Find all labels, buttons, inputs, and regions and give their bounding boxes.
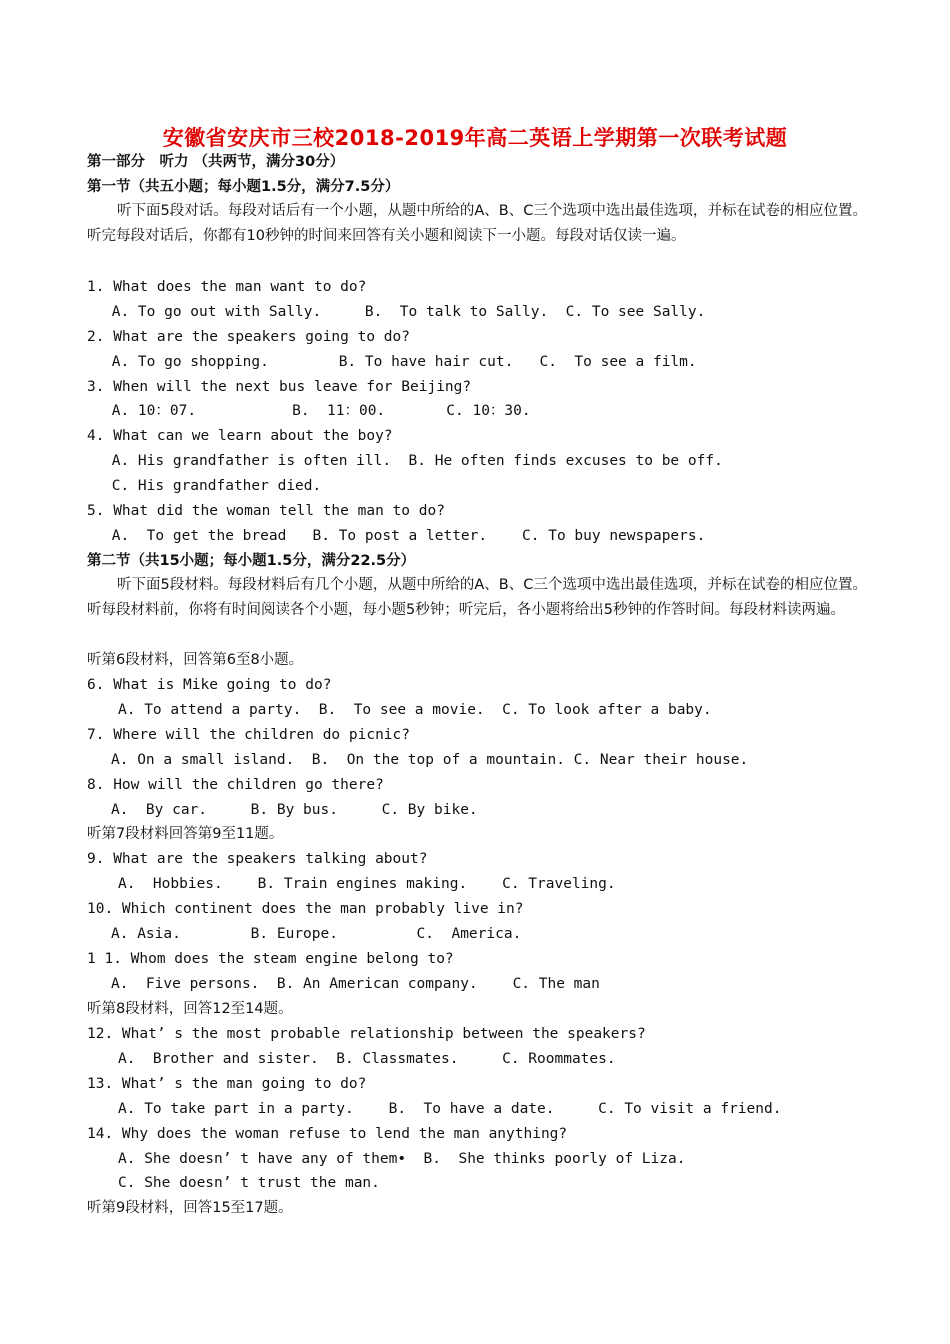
question-6-options: A. To attend a party. B. To see a movie. C. To look after a baby.	[118, 702, 712, 718]
question-2-options: A. To go shopping. B. To have hair cut. C. To see a film.	[103, 354, 697, 370]
question-14-options-ab: A. She doesn’ t have any of them• B. She thinks poorly of Liza.	[118, 1151, 686, 1167]
question-11-options: A. Five persons. B. An American company. C. The man	[111, 976, 600, 992]
question-7-options: A. On a small island. B. On the top of a mountain. C. Near their house.	[111, 752, 749, 768]
question-3-options: A. 10：07. B. 11：00. C. 10：30.	[103, 403, 531, 419]
question-4-options-ab: A. His grandfather is often ill. B. He often finds excuses to be off.	[103, 453, 723, 469]
question-10-options: A. Asia. B. Europe. C. America.	[111, 926, 522, 942]
material-9-instruction: 听第9段材料，回答15至17题。	[87, 1200, 293, 1216]
section1-heading: 第一节（共五小题；每小题1.5分，满分7.5分）	[87, 179, 400, 195]
question-2: 2. What are the speakers going to do?	[87, 329, 411, 345]
question-6: 6. What is Mike going to do?	[87, 677, 332, 693]
question-1: 1. What does the man want to do?	[87, 279, 367, 295]
section2-instructions: 听下面5段材料。每段材料后有几个小题，从题中所给的A、B、C三个选项中选出最佳选项，并标在试卷的相应位置。听每段材料前，你将有时间阅读各个小题，每小题5秒钟；听完后，各小题将给出5秒钟的作答时间。每段材料读两遍。	[87, 577, 867, 618]
question-12: 12. What’ s the most probable relationship between the speakers?	[87, 1026, 646, 1042]
question-4-option-c: C. His grandfather died.	[103, 478, 322, 494]
material-8-instruction: 听第8段材料，回答12至14题。	[87, 1001, 293, 1017]
page-title: 安徽省安庆市三校2018-2019年高二英语上学期第一次联考试题	[162, 126, 788, 150]
question-11: 1 1. Whom does the steam engine belong to?	[87, 951, 454, 967]
question-4: 4. What can we learn about the boy?	[87, 428, 393, 444]
question-5: 5. What did the woman tell the man to do?	[87, 503, 445, 519]
question-7: 7. Where will the children do picnic?	[87, 727, 411, 743]
question-8-options: A. By car. B. By bus. C. By bike.	[111, 802, 478, 818]
section2-heading: 第二节（共15小题；每小题1.5分，满分22.5分）	[87, 553, 416, 569]
question-14-option-c: C. She doesn’ t trust the man.	[118, 1175, 380, 1191]
question-9: 9. What are the speakers talking about?	[87, 851, 428, 867]
question-3: 3. When will the next bus leave for Beijing?	[87, 379, 472, 395]
question-5-options: A. To get the bread B. To post a letter. C. To buy newspapers.	[103, 528, 706, 544]
question-1-options: A. To go out with Sally. B. To talk to Sally. C. To see Sally.	[103, 304, 706, 320]
question-12-options: A. Brother and sister. B. Classmates. C. Roommates.	[118, 1051, 616, 1067]
part1-heading: 第一部分 听力 （共两节，满分30分）	[87, 154, 345, 170]
material-7-instruction: 听第7段材料回答第9至11题。	[87, 826, 284, 842]
question-9-options: A. Hobbies. B. Train engines making. C. Traveling.	[118, 876, 616, 892]
question-14: 14. Why does the woman refuse to lend the man anything?	[87, 1126, 568, 1142]
question-8: 8. How will the children go there?	[87, 777, 384, 793]
question-13-options: A. To take part in a party. B. To have a date. C. To visit a friend.	[118, 1101, 782, 1117]
material-6-instruction: 听第6段材料，回答第6至8小题。	[87, 652, 304, 668]
question-13: 13. What’ s the man going to do?	[87, 1076, 367, 1092]
section1-instructions: 听下面5段对话。每段对话后有一个小题，从题中所给的A、B、C三个选项中选出最佳选项，并标在试卷的相应位置。听完每段对话后，你都有10秒钟的时间来回答有关小题和阅读下一小题。每段对话仅读一遍。	[87, 203, 867, 244]
question-10: 10. Which continent does the man probably live in?	[87, 901, 524, 917]
